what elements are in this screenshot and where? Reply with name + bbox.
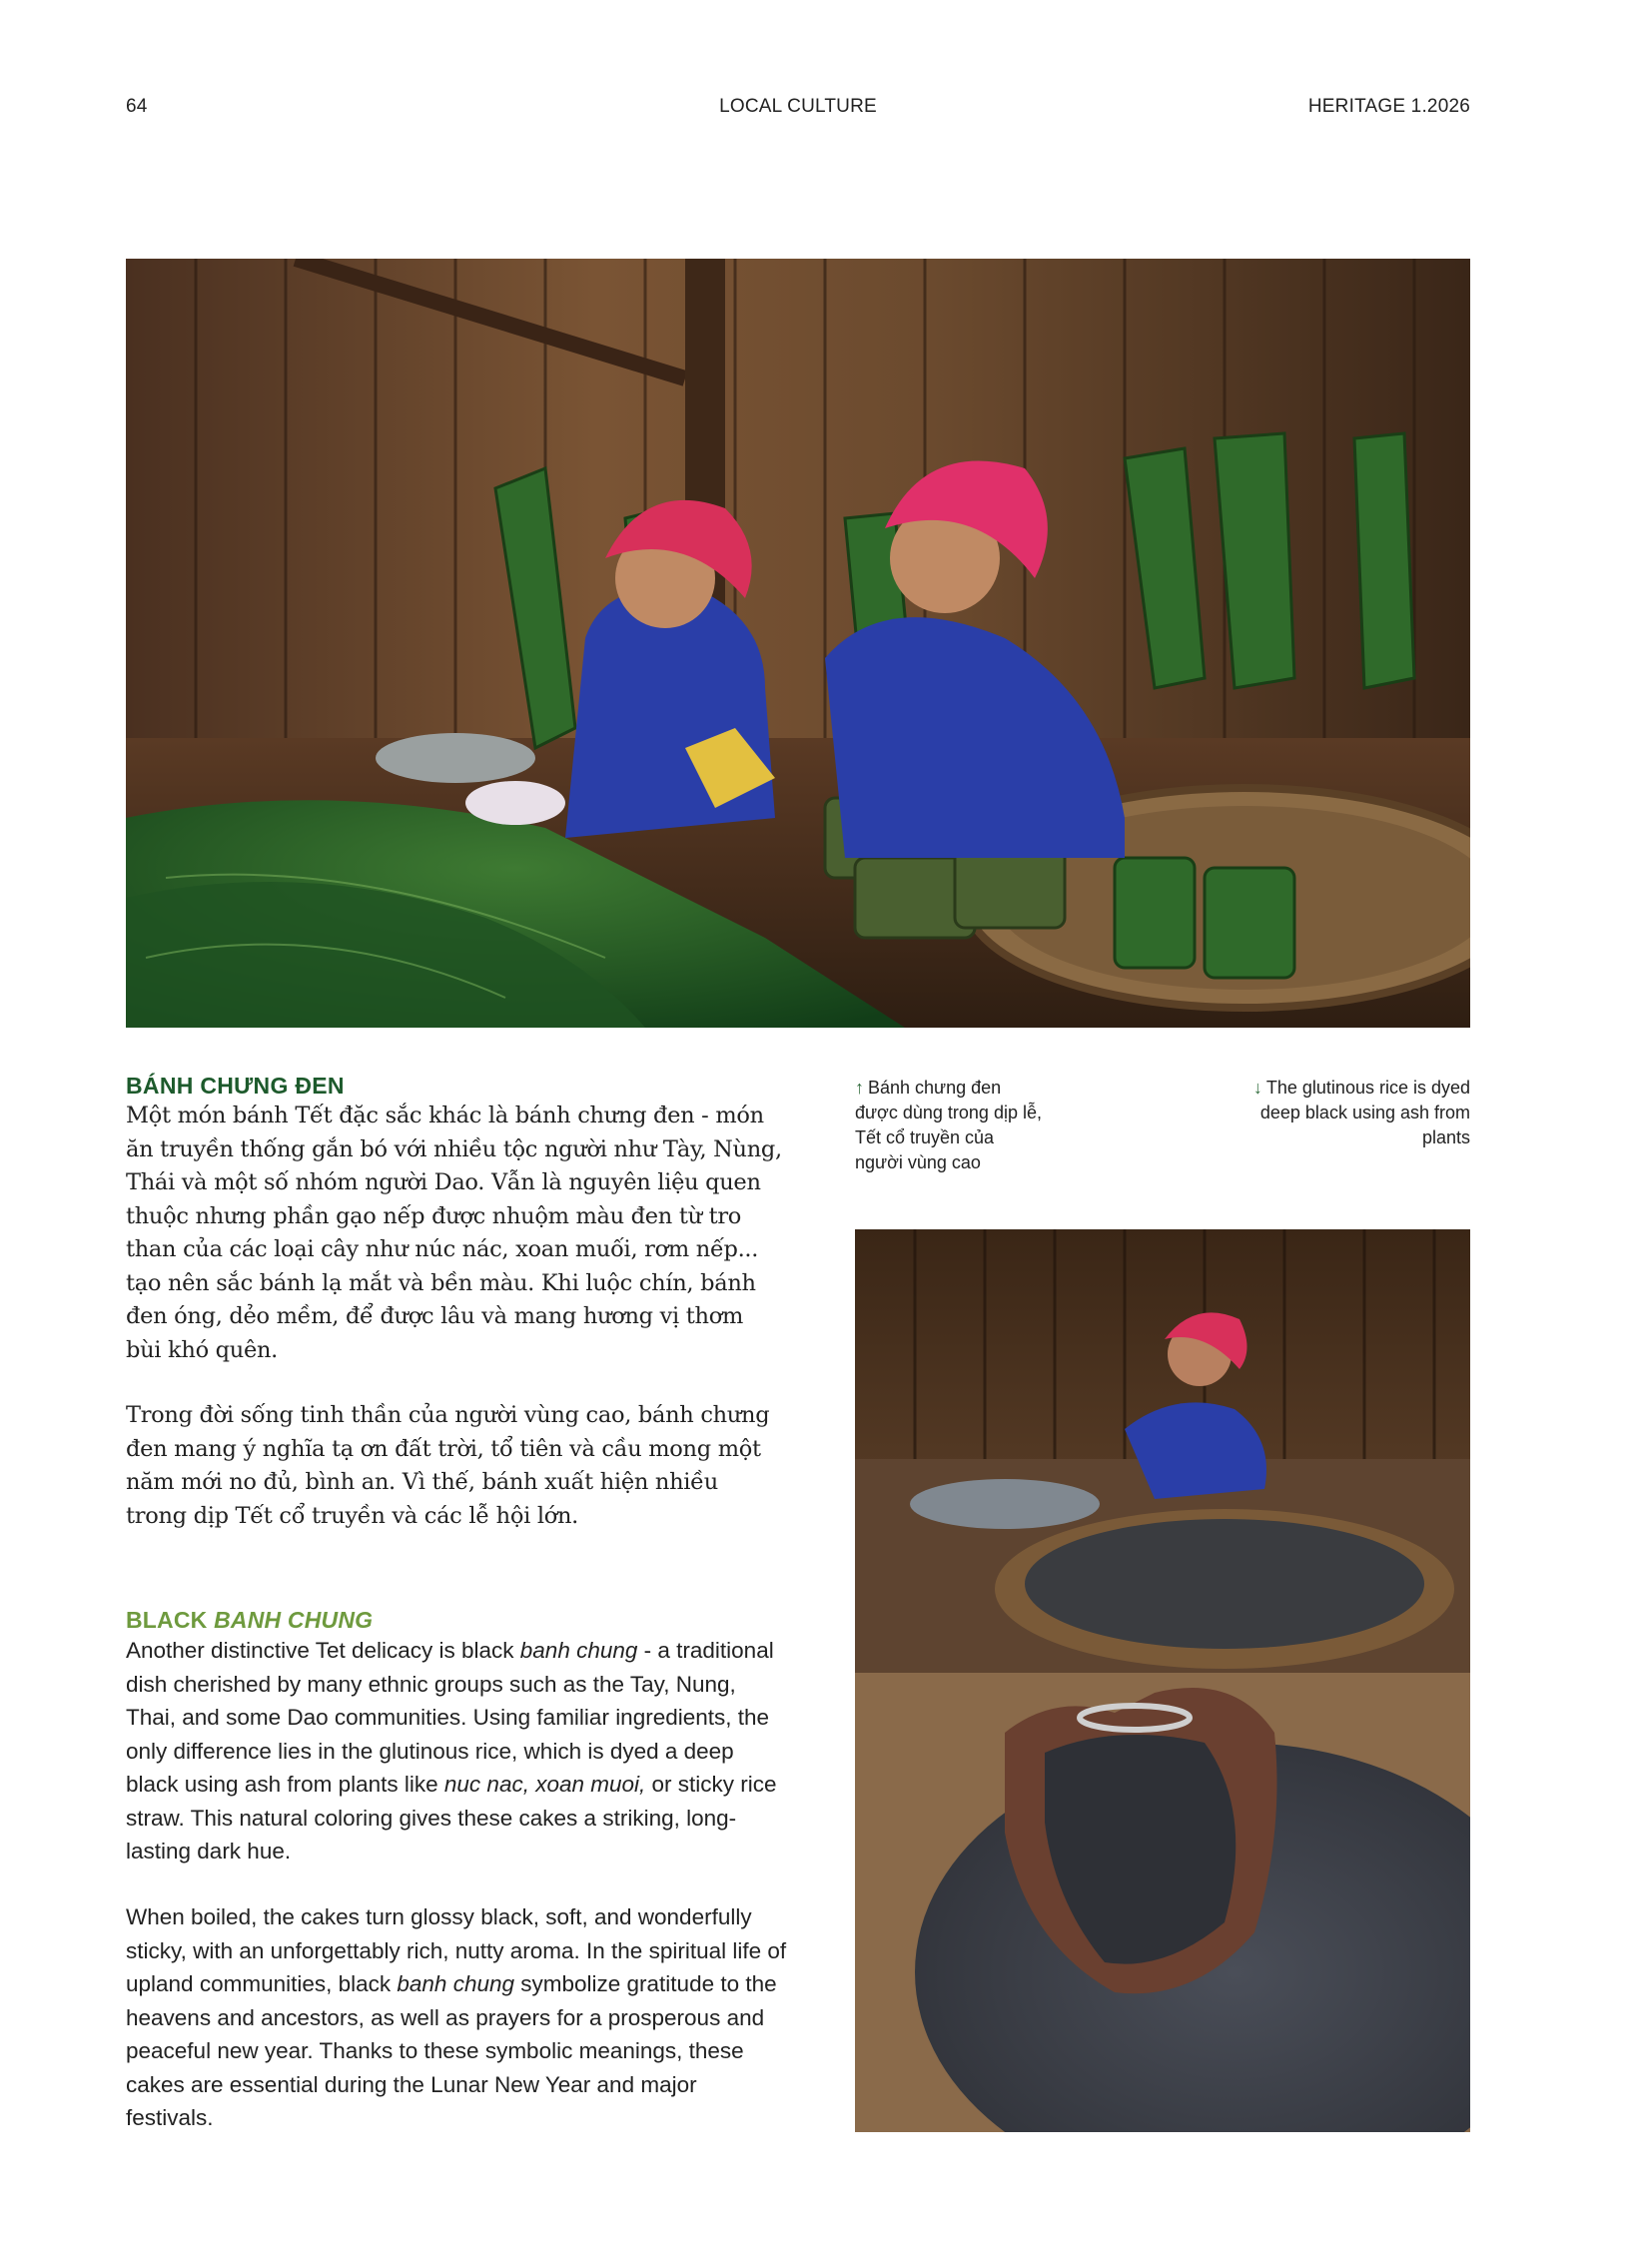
page-number: 64: [126, 96, 148, 117]
paragraph-english-1: [126, 1634, 789, 1868]
section-title: LOCAL CULTURE: [719, 96, 877, 117]
p1-text-c: or sticky rice straw. This natural coloring gives these cakes a striking, long-lasting dark hue.: [126, 1772, 777, 1864]
heading-english-italic: BANH CHUNG: [214, 1607, 374, 1633]
photo-hands-black-rice: [855, 1673, 1470, 2132]
caption-left: [855, 1076, 1045, 1175]
paragraph-vietnamese-2: Trong đời sống tinh thần của người vùng cao, bánh chưng đen mang ý nghĩa tạ ơn đất trời, tổ tiên và cầu mong một năm mới no đủ, bình an. Vì thế, bánh xuất hiện nhiều trong dịp Tết cổ truyền và các lễ hội lớn.: [126, 1402, 770, 1529]
caption-right: [1239, 1076, 1470, 1150]
arrow-down-icon: ↓: [1252, 1078, 1262, 1098]
p1-text-a: Another distinctive Tet delicacy is black: [126, 1638, 520, 1663]
heading-vietnamese: BÁNH CHƯNG ĐEN: [126, 1073, 345, 1099]
paragraph-english-2: [126, 1900, 789, 2135]
hero-photo: [126, 259, 1470, 1028]
p2-text-a: When boiled, the cakes turn glossy black, soft, and wonderfully sticky, with an unforgettably rich, nutty aroma. In the spiritual life of upland communities, black: [126, 1904, 787, 1996]
p2-text-b: symbolize gratitude to the heavens and ancestors, as well as prayers for a prosperous and peaceful new year. Thanks to these symbolic meanings, these cakes are essential during the Lunar New Year and major festivals.: [126, 1971, 777, 2130]
caption-left-text: Bánh chưng đen được dùng trong dịp lễ, Tết cổ truyền của người vùng cao: [855, 1078, 1042, 1172]
heading-english: [126, 1607, 373, 1634]
issue-label: HERITAGE 1.2026: [1307, 96, 1470, 117]
p2-italic: banh chung: [397, 1971, 514, 1996]
paragraph-vietnamese-1: Một món bánh Tết đặc sắc khác là bánh chưng đen - món ăn truyền thống gắn bó với nhiều tộc người như Tày, Nùng, Thái và một số nhóm người Dao. Vẫn là nguyên liệu quen thuộc nhưng phần gạo nếp được nhuộm màu đen từ tro than của các loại cây như núc nác, xoan muối, rơm nếp... tạo nên sắc bánh lạ mắt và bền màu. Khi luộc chín, bánh đen óng, dẻo mềm, để được lâu và mang hương vị thơm bùi khó quên.: [126, 1103, 782, 1363]
p1-italic-1: banh chung: [519, 1638, 638, 1663]
p1-text-b: - a traditional dish cherished by many ethnic groups such as the Tay, Nung, Thai, and some Dao communities. Using familiar ingredients, the only difference lies in the glutinous rice, which is dyed a deep black using ash from plants like: [126, 1638, 774, 1797]
p1-italic-2: nuc nac, xoan muoi,: [443, 1772, 646, 1797]
photo-sifting-rice: [855, 1229, 1470, 1673]
caption-right-text: The glutinous rice is dyed deep black using ash from plants: [1259, 1078, 1470, 1147]
arrow-up-icon: ↑: [855, 1078, 864, 1098]
heading-english-plain: BLACK: [126, 1607, 215, 1633]
